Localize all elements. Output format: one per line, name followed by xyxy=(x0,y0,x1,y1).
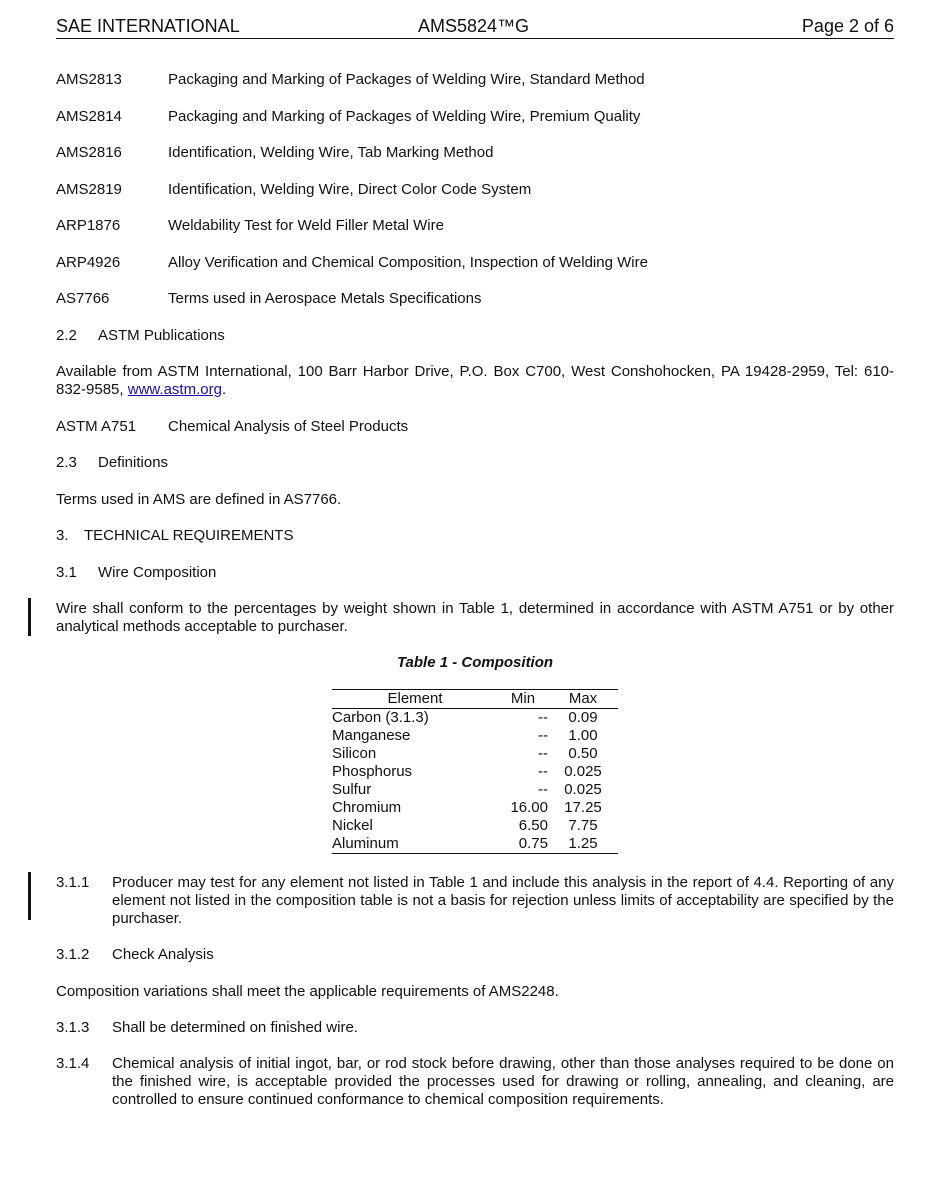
table-header-row xyxy=(332,690,618,709)
subsection-3-1-1 xyxy=(56,874,894,928)
reference-title: Terms used in Aerospace Metals Specifications xyxy=(168,290,482,307)
subsection-number: 3.1.3 xyxy=(56,1019,90,1036)
astm-availability-text: Available from ASTM International, 100 Barr Harbor Drive, P.O. Box C700, West Conshohocken, PA 19428-2959, Tel: 610-832-9585, xyxy=(56,363,894,398)
section-heading-3 xyxy=(56,527,293,544)
min-cell: -- xyxy=(538,745,548,762)
table-row xyxy=(332,727,618,745)
reference-title: Identification, Welding Wire, Direct Color Code System xyxy=(168,181,532,198)
page-header xyxy=(56,16,894,39)
min-cell: -- xyxy=(538,781,548,798)
min-cell: -- xyxy=(538,727,548,744)
table-row xyxy=(332,763,618,781)
column-header-max: Max xyxy=(568,690,598,707)
min-cell: 16.00 xyxy=(510,799,548,816)
section-title: ASTM Publications xyxy=(98,327,225,344)
element-cell: Aluminum xyxy=(332,835,399,852)
table-row xyxy=(332,817,618,835)
section-number: 2.2 xyxy=(56,327,77,344)
section-heading-2-2 xyxy=(56,327,225,344)
max-cell: 0.025 xyxy=(564,781,602,798)
section-heading-2-3 xyxy=(56,454,168,471)
min-cell: 0.75 xyxy=(518,835,548,852)
max-cell: 0.09 xyxy=(568,709,598,726)
table-caption: Table 1 - Composition xyxy=(396,654,554,671)
subsection-text: Producer may test for any element not listed in Table 1 and include this analysis in the report of 4.4. Reporting of any element not listed in the composition table is not a basis for rejection unless limits of acceptability are specified by the purchaser. xyxy=(112,874,894,927)
reference-title: Identification, Welding Wire, Tab Marking Method xyxy=(168,144,494,161)
column-header-element: Element xyxy=(387,690,443,707)
min-cell: -- xyxy=(538,709,548,726)
reference-title: Weldability Test for Weld Filler Metal Wire xyxy=(168,217,444,234)
max-cell: 1.25 xyxy=(568,835,598,852)
max-cell: 0.50 xyxy=(568,745,598,762)
subsection-3-1-3 xyxy=(56,1019,894,1037)
composition-table xyxy=(332,689,618,854)
revision-change-bar xyxy=(28,872,31,920)
element-cell: Chromium xyxy=(332,799,402,816)
header-doc-number: AMS5824™G xyxy=(418,16,530,36)
reference-code: ARP4926 xyxy=(56,254,121,271)
section-title: Definitions xyxy=(98,454,169,471)
element-cell: Phosphorus xyxy=(332,763,413,780)
table-row xyxy=(332,745,618,763)
section-number: 2.3 xyxy=(56,454,77,471)
header-page-number: Page 2 of 6 xyxy=(801,16,894,36)
table-row xyxy=(332,835,618,854)
max-cell: 0.025 xyxy=(564,763,602,780)
element-cell: Manganese xyxy=(332,727,411,744)
reference-title: Alloy Verification and Chemical Composition, Inspection of Welding Wire xyxy=(168,254,648,271)
table-row xyxy=(332,709,618,728)
header-org: SAE INTERNATIONAL xyxy=(56,16,240,36)
reference-code: ARP1876 xyxy=(56,217,121,234)
reference-code: ASTM A751 xyxy=(56,418,137,435)
section-heading-3-1 xyxy=(56,564,216,581)
wire-composition-paragraph: Wire shall conform to the percentages by weight shown in Table 1, determined in accordance with ASTM A751 or by other analytical methods acceptable to purchaser. xyxy=(56,600,894,635)
element-cell: Sulfur xyxy=(332,781,372,798)
max-cell: 17.25 xyxy=(564,799,602,816)
table-row xyxy=(332,781,618,799)
section-title: Wire Composition xyxy=(98,564,217,581)
element-cell: Silicon xyxy=(332,745,377,762)
max-cell: 1.00 xyxy=(568,727,598,744)
section-number: 3.1 xyxy=(56,564,77,581)
astm-availability-paragraph xyxy=(56,363,894,399)
reference-title: Packaging and Marking of Packages of Welding Wire, Standard Method xyxy=(168,71,645,88)
section-number: 3.1.2 xyxy=(56,946,90,963)
section-number: 3. xyxy=(56,527,69,544)
element-cell: Carbon (3.1.3) xyxy=(332,709,429,726)
min-cell: -- xyxy=(538,763,548,780)
reference-code: AMS2813 xyxy=(56,71,122,88)
subsection-text: Chemical analysis of initial ingot, bar, or rod stock before drawing, other than those analyses required to be done on the finished wire, is acceptable provided the processes used for drawing or rolling, annealing, and cleaning, are controlled to ensure continued conformance to chemical composition requirements. xyxy=(112,1055,894,1108)
subsection-number: 3.1.4 xyxy=(56,1055,90,1072)
table-row xyxy=(332,799,618,817)
reference-title: Packaging and Marking of Packages of Welding Wire, Premium Quality xyxy=(168,108,641,125)
astm-website-link[interactable]: www.astm.org xyxy=(127,381,222,398)
section-heading-3-1-2 xyxy=(56,946,214,963)
check-analysis-paragraph: Composition variations shall meet the applicable requirements of AMS2248. xyxy=(56,983,559,1000)
element-cell: Nickel xyxy=(332,817,373,834)
column-header-min: Min xyxy=(510,690,536,707)
section-title: Check Analysis xyxy=(112,946,214,963)
min-cell: 6.50 xyxy=(518,817,548,834)
reference-code: AS7766 xyxy=(56,290,110,307)
reference-code: AMS2819 xyxy=(56,181,122,198)
section-title: TECHNICAL REQUIREMENTS xyxy=(84,527,294,544)
subsection-text: Shall be determined on finished wire. xyxy=(112,1019,358,1036)
reference-code: AMS2816 xyxy=(56,144,122,161)
reference-code: AMS2814 xyxy=(56,108,122,125)
subsection-number: 3.1.1 xyxy=(56,874,90,891)
revision-change-bar xyxy=(28,598,31,636)
astm-availability-end: . xyxy=(221,381,227,398)
subsection-3-1-4 xyxy=(56,1055,894,1109)
max-cell: 7.75 xyxy=(568,817,598,834)
reference-title: Chemical Analysis of Steel Products xyxy=(168,418,409,435)
definitions-paragraph: Terms used in AMS are defined in AS7766. xyxy=(56,491,342,508)
